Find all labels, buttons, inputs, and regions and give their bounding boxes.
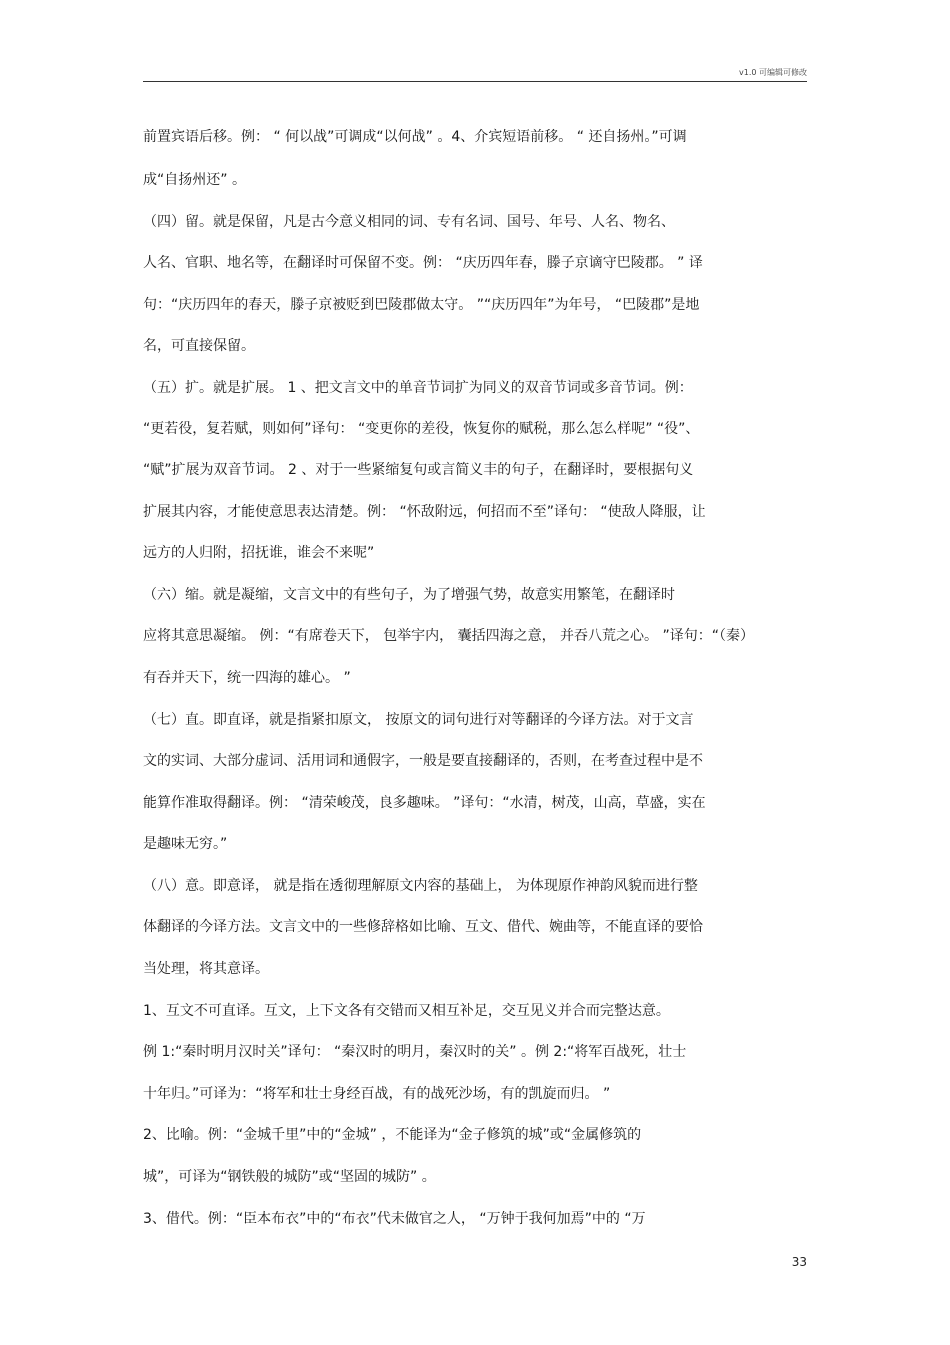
- body-line: 成“自扬州还” 。: [143, 172, 246, 188]
- body-line: 例 1:“秦时明月汉时关”译句： “秦汉时的明月，秦汉时的关” 。例 2:“将军百战死，壮士: [143, 1044, 687, 1060]
- body-line: 名，可直接保留。: [143, 338, 255, 354]
- body-line: 人名、官职、地名等，在翻译时可保留不变。例： “庆历四年春，滕子京谪守巴陵郡。 ” 译: [143, 255, 703, 271]
- body-line: 有吞并天下，统一四海的雄心。 ”: [143, 670, 351, 686]
- body-line: 应将其意思凝缩。 例：“有席卷天下， 包举宇内， 囊括四海之意， 并吞八荒之心。 ”译句：“（秦）: [143, 628, 755, 644]
- body-line: （四）留。就是保留，凡是古今意义相同的词、专有名词、国号、年号、人名、物名、: [143, 214, 675, 230]
- body-line: 扩展其内容，才能使意思表达清楚。例： “怀敌附远，何招而不至”译句： “使敌人降服，让: [143, 504, 706, 520]
- body-line: 十年归。”可译为：“将军和壮士身经百战，有的战死沙场，有的凯旋而归。 ”: [143, 1086, 611, 1102]
- body-line: 2、比喻。例：“金城千里”中的“金城” ，不能译为“金子修筑的城”或“金属修筑的: [143, 1127, 642, 1143]
- body-line: 句：“庆历四年的春天，滕子京被贬到巴陵郡做太守。 ”“庆历四年”为年号， “巴陵郡”是地: [143, 297, 700, 313]
- body-line: “更若役，复若赋，则如何”译句： “变更你的差役，恢复你的赋税，那么怎么样呢” “役”、: [143, 421, 700, 437]
- body-line: “赋”扩展为双音节词。 2 、对于一些紧缩复句或言简义丰的句子，在翻译时，要根据句义: [143, 462, 694, 478]
- header-rule: [143, 81, 807, 82]
- body-line: （七）直。即直译，就是指紧扣原文， 按原文的词句进行对等翻译的今译方法。对于文言: [143, 712, 694, 728]
- body-line: （六）缩。就是凝缩，文言文中的有些句子，为了增强气势，故意实用繁笔，在翻译时: [143, 587, 675, 603]
- body-line: 是趣味无穷。”: [143, 836, 228, 852]
- body-line: 3、借代。例：“臣本布衣”中的“布衣”代未做官之人， “万钟于我何加焉”中的 “万: [143, 1211, 646, 1227]
- body-line: 文的实词、大部分虚词、活用词和通假字，一般是要直接翻译的，否则，在考查过程中是不: [143, 753, 703, 769]
- body-line: 能算作准取得翻译。例： “清荣峻茂，良多趣味。 ”译句：“水清，树茂，山高，草盛，实在: [143, 795, 706, 811]
- body-line: （八）意。即意译， 就是指在透彻理解原文内容的基础上， 为体现原作神韵风貌而进行整: [143, 878, 698, 894]
- body-line: 体翻译的今译方法。文言文中的一些修辞格如比喻、互文、借代、婉曲等，不能直译的要恰: [143, 919, 703, 935]
- body-line: 当处理，将其意译。: [143, 961, 269, 977]
- body-line: 前置宾语后移。例： “ 何以战”可调成“以何战” 。4、介宾短语前移。 “ 还自扬州。”可调: [143, 129, 687, 145]
- body-line: 远方的人归附，招抚谁，谁会不来呢”: [143, 545, 375, 561]
- body-line: 1、互文不可直译。互文，上下文各有交错而又相互补足，交互见义并合而完整达意。: [143, 1003, 670, 1019]
- header-version-text: v1.0 可编辑可修改: [739, 68, 807, 77]
- body-line: 城”，可译为“钢铁般的城防”或“坚固的城防” 。: [143, 1169, 436, 1185]
- body-line: （五）扩。就是扩展。 1 、把文言文中的单音节词扩为同义的双音节词或多音节词。例：: [143, 380, 693, 396]
- page-number: 33: [791, 1255, 807, 1269]
